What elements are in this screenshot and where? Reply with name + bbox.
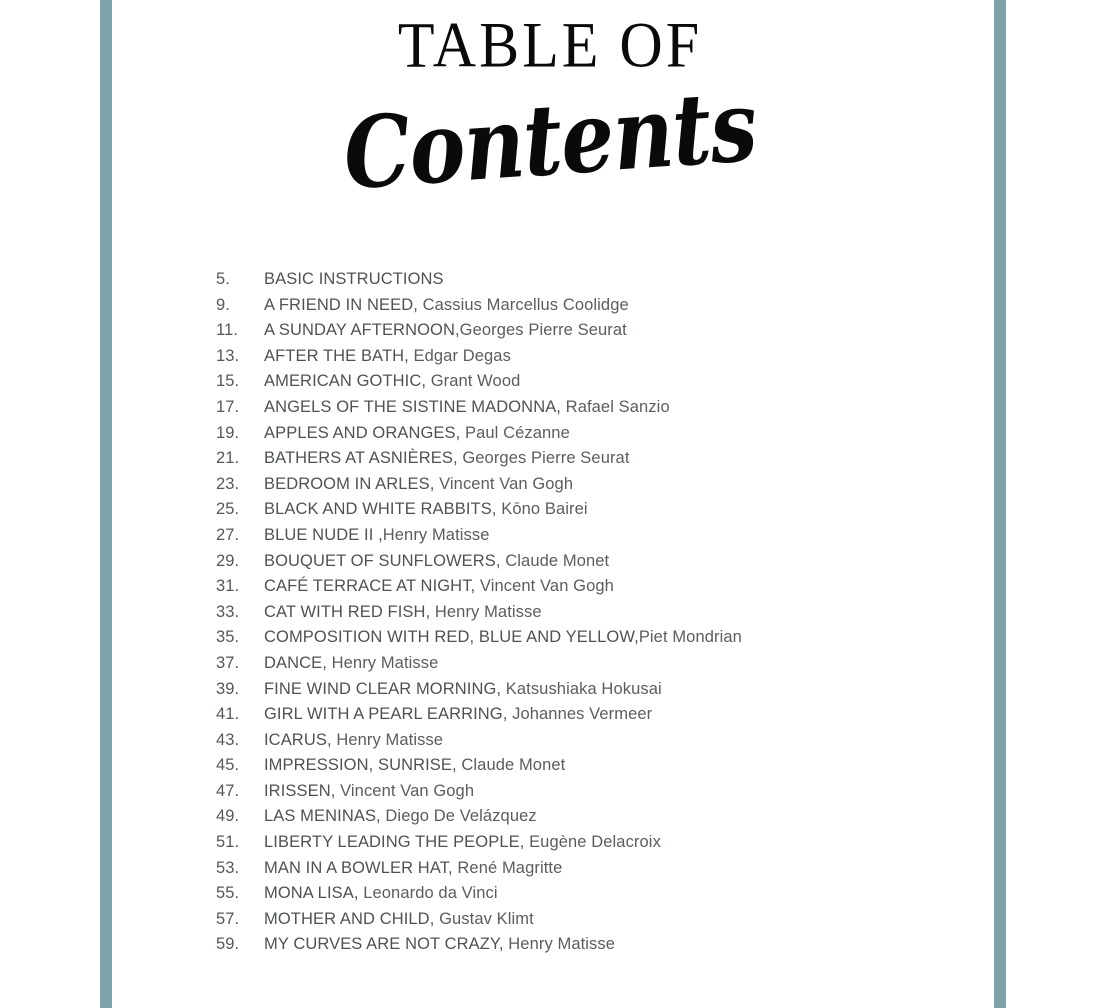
contents-artwork-title: BLACK AND WHITE RABBITS, [264, 500, 497, 519]
contents-artist-name: Edgar Degas [408, 346, 511, 365]
contents-artwork-title: A FRIEND IN NEED, [264, 295, 418, 314]
contents-artist-name: Georges Pierre Seurat [457, 449, 630, 468]
contents-entry [264, 705, 652, 724]
contents-entry [264, 449, 630, 468]
contents-page-number: 19. [216, 423, 240, 442]
contents-artist-name: Henry Matisse [382, 525, 490, 544]
contents-entry [264, 398, 670, 417]
contents-artist-name: Henry Matisse [331, 730, 444, 749]
contents-entry [264, 424, 570, 443]
contents-page-number: 29. [216, 551, 240, 570]
contents-page-number: 49. [216, 807, 240, 826]
contents-artist-name: Katsushiaka Hokusai [501, 679, 662, 698]
contents-entry [264, 296, 629, 315]
contents-row[interactable] [216, 756, 976, 782]
page-title-line2: Contents [340, 68, 760, 213]
contents-artwork-title: BATHERS AT ASNIÈRES, [264, 449, 458, 468]
contents-artwork-title: GIRL WITH A PEARL EARRING, [264, 705, 508, 724]
contents-artwork-title: CAT WITH RED FISH, [264, 602, 431, 621]
page-title [0, 0, 1100, 213]
contents-entry [264, 859, 562, 878]
contents-artwork-title: MAN IN A BOWLER HAT, [264, 858, 453, 877]
contents-entry [264, 577, 614, 596]
contents-artist-name: Henry Matisse [503, 935, 616, 954]
contents-row[interactable] [216, 935, 976, 961]
contents-entry [264, 833, 661, 852]
contents-row[interactable] [216, 398, 976, 424]
contents-entry [264, 756, 565, 775]
contents-entry [264, 552, 609, 571]
contents-artwork-title: MY CURVES ARE NOT CRAZY, [264, 935, 504, 954]
contents-row[interactable] [216, 603, 976, 629]
contents-row[interactable] [216, 884, 976, 910]
contents-page-number: 11. [216, 321, 239, 340]
contents-artwork-title: MONA LISA, [264, 884, 359, 903]
contents-artist-name: Eugène Delacroix [524, 833, 661, 852]
contents-artist-name: Claude Monet [456, 756, 566, 775]
contents-entry [264, 347, 511, 366]
contents-artist-name: Henry Matisse [430, 602, 542, 621]
contents-page-number: 37. [216, 653, 240, 672]
contents-entry [264, 321, 627, 340]
contents-row[interactable] [216, 526, 976, 552]
contents-page-number: 9. [216, 295, 230, 314]
contents-entry [264, 500, 588, 519]
contents-entry [264, 270, 444, 289]
contents-entry [264, 372, 520, 391]
contents-entry [264, 475, 573, 494]
contents-row[interactable] [216, 782, 976, 808]
contents-entry [264, 782, 474, 801]
page-title-line1: TABLE OF [397, 9, 703, 81]
contents-artwork-title: BOUQUET OF SUNFLOWERS, [264, 551, 501, 570]
contents-artwork-title: AFTER THE BATH, [264, 346, 409, 365]
contents-page-number: 43. [216, 730, 240, 749]
contents-artist-name: Vincent Van Gogh [335, 781, 475, 800]
contents-artwork-title: DANCE, [264, 653, 327, 672]
contents-row[interactable] [216, 552, 976, 578]
contents-page-number: 31. [216, 577, 240, 596]
contents-page-number: 5. [216, 270, 230, 288]
contents-artist-name: Claude Monet [500, 551, 610, 570]
contents-artwork-title: COMPOSITION WITH RED, BLUE AND YELLOW, [264, 628, 639, 647]
contents-artist-name: Henry Matisse [326, 653, 439, 672]
contents-row[interactable] [216, 347, 976, 373]
contents-entry [264, 935, 615, 954]
contents-artist-name: Gustav Klimt [434, 909, 534, 928]
contents-entry [264, 884, 498, 903]
contents-entry [264, 680, 662, 699]
contents-entry [264, 654, 438, 673]
contents-artwork-title: BLUE NUDE II , [264, 525, 383, 544]
contents-row[interactable] [216, 296, 976, 322]
contents-page-number: 23. [216, 474, 240, 493]
contents-row[interactable] [216, 680, 976, 706]
contents-row[interactable] [216, 628, 976, 654]
contents-page-number: 35. [216, 628, 240, 647]
contents-row[interactable] [216, 577, 976, 603]
contents-artist-name: Rafael Sanzio [561, 397, 670, 416]
contents-entry [264, 526, 490, 545]
contents-artwork-title: BASIC INSTRUCTIONS [264, 270, 444, 288]
contents-artwork-title: ANGELS OF THE SISTINE MADONNA, [264, 397, 561, 416]
contents-row[interactable] [216, 833, 976, 859]
contents-artwork-title: MOTHER AND CHILD, [264, 909, 435, 928]
contents-page-number: 51. [216, 833, 240, 852]
contents-artist-name: Vincent Van Gogh [434, 474, 574, 493]
contents-artist-name: Piet Mondrian [638, 628, 742, 647]
contents-row[interactable] [216, 270, 976, 296]
contents-row[interactable] [216, 705, 976, 731]
contents-artist-name: Vincent Van Gogh [475, 577, 614, 596]
contents-row[interactable] [216, 731, 976, 757]
contents-page-number: 39. [216, 679, 240, 698]
contents-artwork-title: LAS MENINAS, [264, 807, 381, 826]
contents-page-number: 33. [216, 602, 240, 621]
contents-page-number: 25. [216, 500, 240, 519]
contents-entry [264, 603, 542, 622]
contents-artwork-title: APPLES AND ORANGES, [264, 423, 461, 442]
contents-entry [264, 807, 537, 826]
contents-artist-name: Kōno Bairei [496, 500, 588, 519]
contents-artwork-title: ICARUS, [264, 730, 332, 749]
contents-page-number: 45. [216, 756, 240, 775]
contents-page-number: 41. [216, 705, 240, 724]
contents-page-number: 53. [216, 858, 240, 877]
contents-artwork-title: IMPRESSION, SUNRISE, [264, 756, 457, 775]
contents-artwork-title: BEDROOM IN ARLES, [264, 474, 435, 493]
contents-artwork-title: A SUNDAY AFTERNOON, [264, 321, 460, 340]
contents-artwork-title: CAFÉ TERRACE AT NIGHT, [264, 577, 476, 596]
contents-artist-name: Diego De Velázquez [380, 807, 537, 826]
contents-row[interactable] [216, 372, 976, 398]
contents-page-number: 21. [216, 449, 240, 468]
contents-row[interactable] [216, 449, 976, 475]
contents-row[interactable] [216, 654, 976, 680]
contents-entry [264, 731, 443, 750]
contents-row[interactable] [216, 321, 976, 347]
contents-page-number: 55. [216, 884, 240, 903]
contents-row[interactable] [216, 910, 976, 936]
contents-entry [264, 910, 534, 929]
contents-artist-name: Leonardo da Vinci [358, 884, 498, 903]
contents-row[interactable] [216, 475, 976, 501]
contents-artwork-title: FINE WIND CLEAR MORNING, [264, 679, 502, 698]
contents-row[interactable] [216, 859, 976, 885]
contents-artist-name: Georges Pierre Seurat [459, 321, 627, 340]
contents-row[interactable] [216, 424, 976, 450]
contents-page-number: 27. [216, 525, 240, 544]
contents-page-number: 57. [216, 909, 240, 928]
contents-page-number: 17. [216, 397, 240, 416]
contents-artist-name: Johannes Vermeer [507, 705, 653, 724]
contents-page-number: 15. [216, 372, 240, 391]
contents-row[interactable] [216, 500, 976, 526]
contents-artist-name: Grant Wood [426, 372, 521, 391]
contents-page-number: 59. [216, 935, 240, 954]
contents-artist-name: Paul Cézanne [460, 423, 570, 442]
contents-artist-name: Cassius Marcellus Coolidge [417, 295, 629, 314]
contents-page-number: 47. [216, 781, 240, 800]
contents-artwork-title: AMERICAN GOTHIC, [264, 372, 427, 391]
contents-page-number: 13. [216, 346, 240, 365]
contents-entry [264, 628, 742, 647]
contents-artwork-title: IRISSEN, [264, 781, 336, 800]
contents-row[interactable] [216, 807, 976, 833]
contents-list [216, 270, 976, 961]
contents-artwork-title: LIBERTY LEADING THE PEOPLE, [264, 833, 525, 852]
contents-artist-name: René Magritte [452, 858, 563, 877]
